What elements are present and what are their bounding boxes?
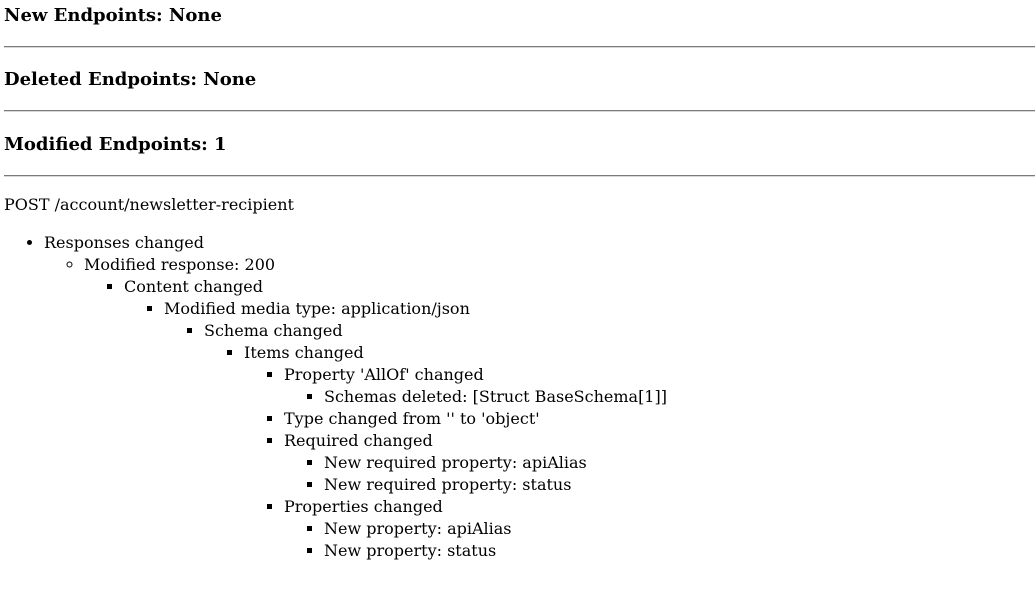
properties-changed-label: Properties changed	[284, 497, 443, 516]
required-changed-label: Required changed	[284, 431, 433, 450]
list-item	[164, 298, 667, 562]
change-list	[4, 232, 667, 562]
schemas-deleted-label: Schemas deleted: [Struct BaseSchema[1]]	[324, 387, 667, 406]
content-changed-label: Content changed	[124, 277, 263, 296]
change-list	[44, 254, 667, 562]
divider	[4, 110, 1035, 112]
change-tree	[4, 232, 667, 562]
change-list	[204, 342, 667, 562]
new-property-status-label: New property: status	[324, 541, 497, 560]
change-list	[244, 364, 667, 562]
property-allof-changed-label: Property 'AllOf' changed	[284, 365, 484, 384]
list-item	[284, 408, 667, 430]
list-item	[324, 540, 667, 562]
list-item	[324, 474, 667, 496]
list-item	[324, 452, 667, 474]
new-required-apialias-label: New required property: apiAlias	[324, 453, 587, 472]
list-item	[44, 232, 667, 562]
list-item	[284, 430, 667, 496]
change-list	[84, 276, 667, 562]
list-item	[324, 518, 667, 540]
type-changed-label: Type changed from '' to 'object'	[284, 409, 540, 428]
change-list	[284, 452, 667, 496]
items-changed-label: Items changed	[244, 343, 364, 362]
new-required-status-label: New required property: status	[324, 475, 572, 494]
list-item	[284, 364, 667, 408]
change-list	[284, 518, 667, 562]
modified-response-label: Modified response: 200	[84, 255, 276, 274]
modified-media-type-label: Modified media type: application/json	[164, 299, 470, 318]
change-list	[124, 298, 667, 562]
modified-endpoints-heading: Modified Endpoints: 1	[4, 134, 227, 155]
change-list	[164, 320, 667, 562]
responses-changed-label: Responses changed	[44, 233, 204, 252]
endpoint-path: POST /account/newsletter-recipient	[4, 195, 294, 214]
list-item	[244, 342, 667, 562]
list-item	[84, 254, 667, 562]
divider	[4, 46, 1035, 48]
schema-changed-label: Schema changed	[204, 321, 343, 340]
new-endpoints-heading: New Endpoints: None	[4, 5, 222, 26]
new-property-apialias-label: New property: apiAlias	[324, 519, 512, 538]
list-item	[324, 386, 667, 408]
list-item	[124, 276, 667, 562]
list-item	[204, 320, 667, 562]
divider	[4, 175, 1035, 177]
deleted-endpoints-heading: Deleted Endpoints: None	[4, 69, 257, 90]
list-item	[284, 496, 667, 562]
change-list	[284, 386, 667, 408]
